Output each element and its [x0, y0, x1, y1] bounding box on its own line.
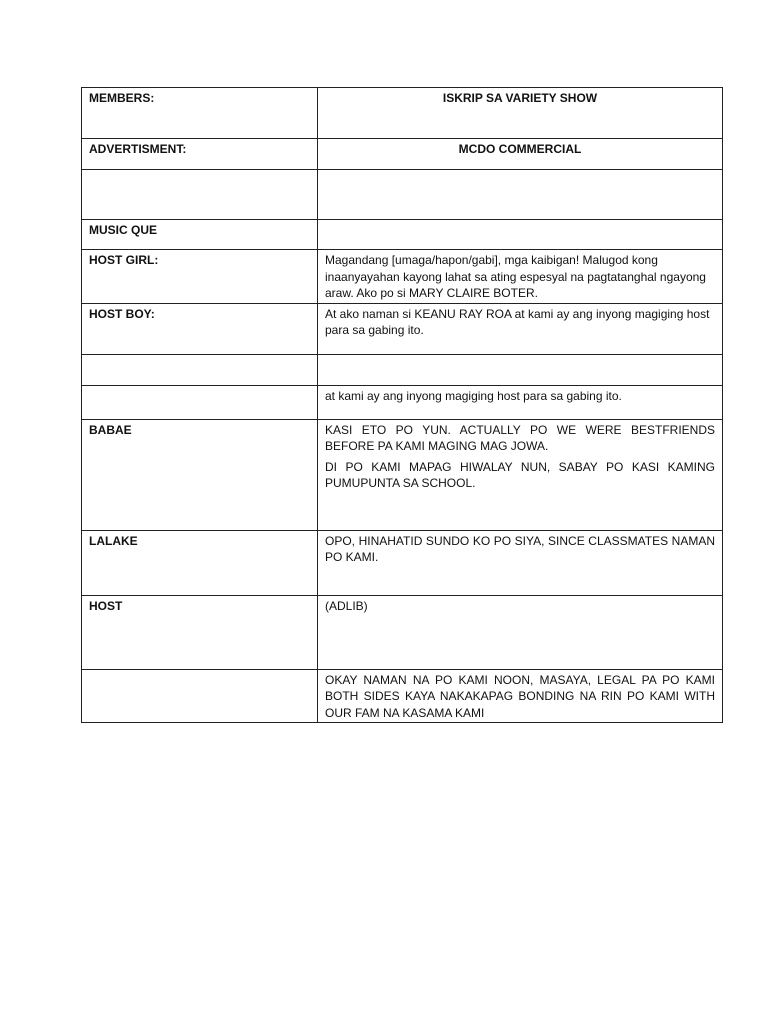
row-content: [318, 354, 723, 385]
row-content: [318, 669, 723, 723]
row-content: [318, 250, 723, 304]
row-label: HOST BOY:: [82, 303, 318, 354]
table-row: [82, 595, 723, 669]
row-content: [318, 220, 723, 250]
advertisement-title-text: MCDO COMMERCIAL: [458, 142, 582, 156]
row-content-text: DI PO KAMI MAPAG HIWALAY NUN, SABAY PO KASI KAMING PUMUPUNTA SA SCHOOL.: [325, 459, 715, 490]
row-label: [82, 669, 318, 723]
row-label: [82, 354, 318, 385]
row-label: ADVERTISMENT:: [82, 139, 318, 170]
table-row: [82, 250, 723, 304]
document-title: [318, 88, 723, 139]
table-row: [82, 530, 723, 595]
table-row: [82, 139, 723, 170]
table-row: [82, 303, 723, 354]
script-table: [81, 87, 723, 723]
row-label: MUSIC QUE: [82, 220, 318, 250]
row-label: MEMBERS:: [82, 88, 318, 139]
table-row: [82, 385, 723, 419]
row-content-text: OKAY NAMAN NA PO KAMI NOON, MASAYA, LEGAL PA PO KAMI BOTH SIDES KAYA NAKAKAPAG BONDING NA RIN PO KAMI WITH OUR FAM NA KASAMA KAMI: [325, 672, 715, 720]
table-row: [82, 354, 723, 385]
row-content: [318, 385, 723, 419]
table-row: [82, 170, 723, 220]
row-content-text: (ADLIB): [325, 598, 368, 613]
advertisement-title: [318, 139, 723, 170]
table-row: [82, 419, 723, 530]
row-label: HOST: [82, 595, 318, 669]
row-label: HOST GIRL:: [82, 250, 318, 304]
row-content: [318, 595, 723, 669]
row-content-text: KASI ETO PO YUN. ACTUALLY PO WE WERE BESTFRIENDS BEFORE PA KAMI MAGING MAG JOWA.: [325, 422, 715, 453]
table-row: [82, 669, 723, 723]
row-content: [318, 530, 723, 595]
row-label: [82, 385, 318, 419]
row-content: [318, 419, 723, 530]
row-content: [318, 170, 723, 220]
row-label: LALAKE: [82, 530, 318, 595]
row-content-text: at kami ay ang inyong magiging host para sa gabing ito.: [325, 388, 622, 403]
row-content-text: Magandang [umaga/hapon/gabi], mga kaibigan! Malugod kong inaanyayahan kayong lahat sa ating espesyal na pagtatanghal ngayong araw. Ako po si MARY CLAIRE BOTER.: [325, 253, 706, 300]
table-row: [82, 220, 723, 250]
row-content-text: At ako naman si KEANU RAY ROA at kami ay ang inyong magiging host para sa gabing ito.: [325, 306, 710, 337]
row-content: [318, 303, 723, 354]
row-content-text: OPO, HINAHATID SUNDO KO PO SIYA, SINCE CLASSMATES NAMAN PO KAMI.: [325, 533, 715, 564]
document-title-text: ISKRIP SA VARIETY SHOW: [442, 91, 598, 105]
table-row: [82, 88, 723, 139]
row-label: [82, 170, 318, 220]
row-label: BABAE: [82, 419, 318, 530]
